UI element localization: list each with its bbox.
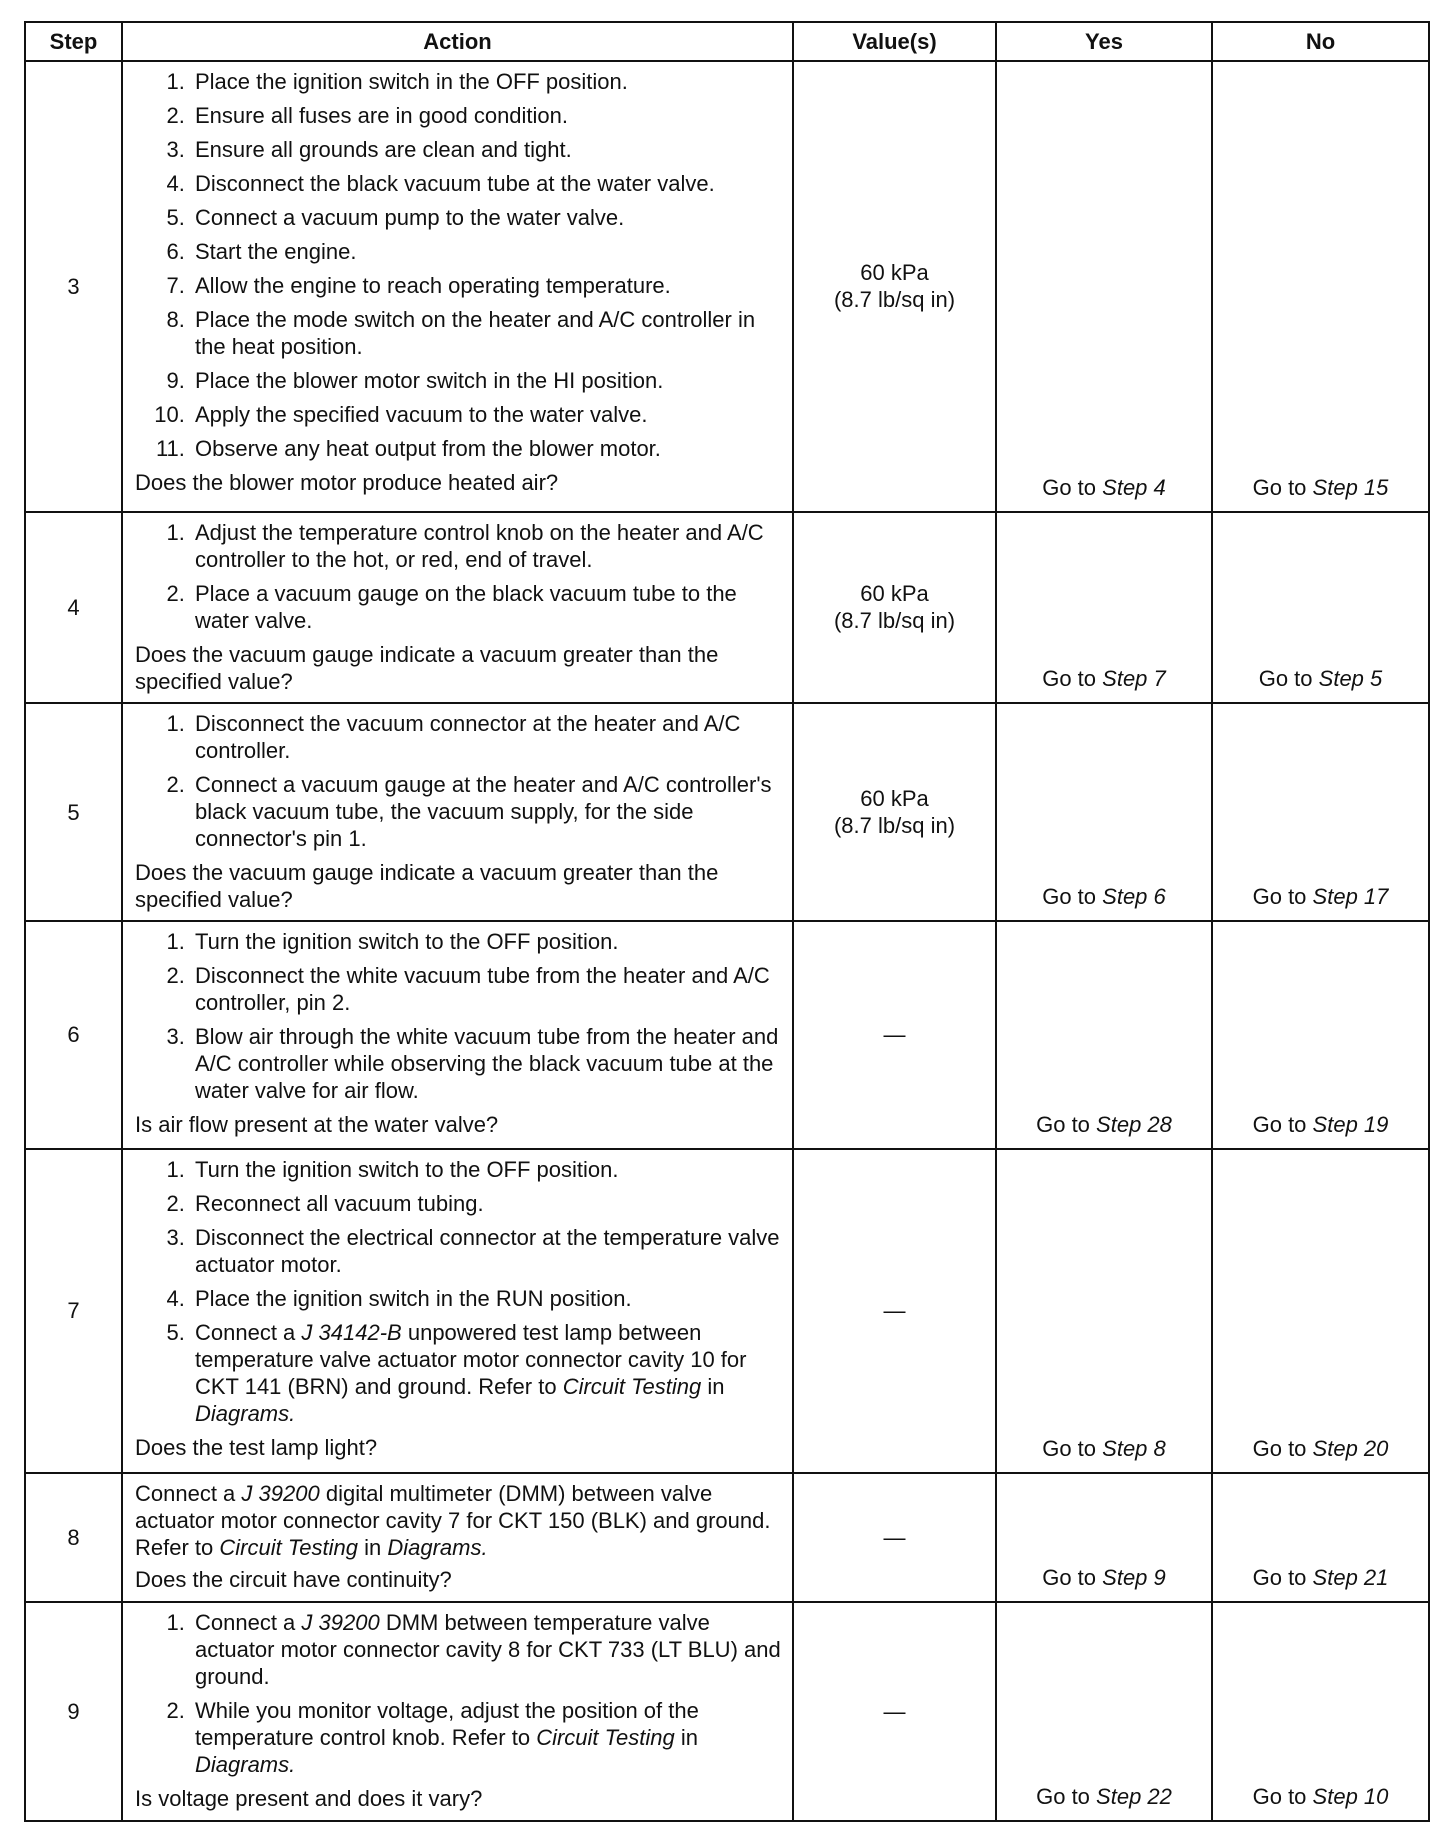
table-row bbox=[25, 1602, 1429, 1821]
list-item: 1. Turn the ignition switch to the OFF position. bbox=[191, 928, 782, 955]
step-link-7[interactable]: Step 7 bbox=[1102, 666, 1166, 692]
action-cell bbox=[122, 921, 793, 1149]
goto-text: Go to bbox=[1042, 666, 1097, 692]
no-cell bbox=[1212, 1602, 1429, 1821]
table-row bbox=[25, 512, 1429, 704]
action-list bbox=[135, 710, 782, 852]
value-cell bbox=[793, 703, 996, 921]
question: Does the vacuum gauge indicate a vacuum greater than the specified value? bbox=[135, 641, 719, 694]
header-action: Action bbox=[122, 22, 793, 61]
step-link-6[interactable]: Step 6 bbox=[1102, 883, 1166, 909]
list-item: 1. Disconnect the vacuum connector at the heater and A/C controller. bbox=[191, 710, 782, 764]
yes-cell bbox=[996, 1149, 1212, 1473]
list-item: 8. Place the mode switch on the heater and A/C controller in the heat position. bbox=[191, 306, 782, 360]
value-cell: — bbox=[793, 1602, 996, 1821]
step-number: 5 bbox=[25, 703, 122, 921]
action-cell bbox=[122, 703, 793, 921]
reference-link[interactable]: Circuit Testing bbox=[536, 1725, 675, 1751]
no-cell bbox=[1212, 512, 1429, 704]
action-list bbox=[135, 928, 782, 1104]
value-metric: 60 kPa bbox=[860, 581, 929, 607]
yes-cell bbox=[996, 921, 1212, 1149]
list-item: 7. Allow the engine to reach operating temperature. bbox=[191, 272, 782, 299]
reference-link[interactable]: Diagrams. bbox=[195, 1752, 296, 1778]
action-cell bbox=[122, 61, 793, 512]
list-item: 5. Connect a J 34142-B unpowered test lamp between temperature valve actuator motor connector cavity 10 for CKT 141 (BRN) and ground. Refer to Circuit Testing in Diagrams. bbox=[191, 1319, 782, 1427]
list-item: 3. Disconnect the electrical connector at the temperature valve actuator motor. bbox=[191, 1224, 782, 1278]
table-row bbox=[25, 1473, 1429, 1602]
value-cell bbox=[793, 61, 996, 512]
list-item: 1. Turn the ignition switch to the OFF position. bbox=[191, 1156, 782, 1183]
list-item: 2. Ensure all fuses are in good condition. bbox=[191, 102, 782, 129]
goto-text: Go to bbox=[1258, 666, 1313, 692]
step-link-15[interactable]: Step 15 bbox=[1312, 474, 1389, 500]
list-item: 2. While you monitor voltage, adjust the position of the temperature control knob. Refer to Circuit Testing in Diagrams. bbox=[191, 1697, 782, 1778]
tool-number: J 39200 bbox=[241, 1480, 320, 1506]
table-row bbox=[25, 921, 1429, 1149]
goto-text: Go to bbox=[1252, 474, 1307, 500]
step-link-19[interactable]: Step 19 bbox=[1312, 1111, 1389, 1137]
step-number: 9 bbox=[25, 1602, 122, 1821]
list-item: 6. Start the engine. bbox=[191, 238, 782, 265]
reference-link[interactable]: Diagrams. bbox=[195, 1400, 296, 1426]
list-item: 3. Ensure all grounds are clean and tight. bbox=[191, 136, 782, 163]
goto-text: Go to bbox=[1252, 1565, 1307, 1591]
value-cell: — bbox=[793, 1473, 996, 1602]
header-step: Step bbox=[25, 22, 122, 61]
action-cell bbox=[122, 512, 793, 704]
step-number: 3 bbox=[25, 61, 122, 512]
list-item: 1. Place the ignition switch in the OFF position. bbox=[191, 68, 782, 95]
yes-cell bbox=[996, 1602, 1212, 1821]
step-link-9[interactable]: Step 9 bbox=[1102, 1565, 1166, 1591]
list-item: 11. Observe any heat output from the blower motor. bbox=[191, 435, 782, 462]
question: Is voltage present and does it vary? bbox=[135, 1786, 483, 1812]
goto-text: Go to bbox=[1252, 883, 1307, 909]
reference-link[interactable]: Circuit Testing bbox=[562, 1373, 702, 1399]
table-row bbox=[25, 1149, 1429, 1473]
value-imperial: (8.7 lb/sq in) bbox=[833, 608, 956, 634]
question: Does the vacuum gauge indicate a vacuum greater than the specified value? bbox=[135, 860, 719, 913]
no-cell bbox=[1212, 921, 1429, 1149]
tool-number: J 34142-B bbox=[301, 1319, 402, 1345]
goto-text: Go to bbox=[1042, 1565, 1097, 1591]
yes-cell bbox=[996, 61, 1212, 512]
yes-cell bbox=[996, 1473, 1212, 1602]
header-row bbox=[25, 22, 1429, 61]
step-link-4[interactable]: Step 4 bbox=[1102, 474, 1166, 500]
question: Does the blower motor produce heated air? bbox=[135, 470, 559, 495]
action-cell bbox=[122, 1602, 793, 1821]
question: Is air flow present at the water valve? bbox=[135, 1111, 499, 1137]
step-number: 4 bbox=[25, 512, 122, 704]
value-cell: — bbox=[793, 921, 996, 1149]
header-yes: Yes bbox=[996, 22, 1212, 61]
list-item: 1. Connect a J 39200 DMM between temperature valve actuator motor connector cavity 8 for CKT 733 (LT BLU) and ground. bbox=[191, 1609, 782, 1690]
no-cell bbox=[1212, 61, 1429, 512]
table-row bbox=[25, 703, 1429, 921]
list-item: 1. Adjust the temperature control knob on the heater and A/C controller to the hot, or red, end of travel. bbox=[191, 519, 782, 573]
goto-text: Go to bbox=[1036, 1784, 1090, 1809]
reference-link[interactable]: Diagrams. bbox=[387, 1534, 488, 1560]
list-item: 4. Place the ignition switch in the RUN position. bbox=[191, 1285, 782, 1312]
header-no: No bbox=[1212, 22, 1429, 61]
value-metric: 60 kPa bbox=[860, 260, 929, 286]
value-cell: — bbox=[793, 1149, 996, 1473]
yes-cell bbox=[996, 703, 1212, 921]
step-number: 8 bbox=[25, 1473, 122, 1602]
value-imperial: (8.7 lb/sq in) bbox=[833, 813, 956, 839]
header-values: Value(s) bbox=[793, 22, 996, 61]
tool-number: J 39200 bbox=[301, 1610, 380, 1636]
step-link-17[interactable]: Step 17 bbox=[1312, 883, 1389, 909]
action-cell bbox=[122, 1473, 793, 1602]
list-item: 9. Place the blower motor switch in the HI position. bbox=[191, 367, 782, 394]
action-text: Connect a J 39200 digital multimeter (DMM) between valve actuator motor connector cavity 7 for CKT 150 (BLK) and ground. Refer to Circuit Testing in Diagrams. bbox=[135, 1480, 771, 1560]
step-link-20[interactable]: Step 20 bbox=[1312, 1435, 1389, 1461]
yes-cell bbox=[996, 512, 1212, 704]
goto-text: Go to bbox=[1036, 1111, 1090, 1137]
goto-text: Go to bbox=[1042, 474, 1097, 500]
list-item: 2. Disconnect the white vacuum tube from the heater and A/C controller, pin 2. bbox=[191, 962, 782, 1016]
goto-text: Go to bbox=[1042, 1435, 1097, 1461]
step-link-10[interactable]: Step 10 bbox=[1312, 1784, 1389, 1809]
list-item: 2. Place a vacuum gauge on the black vacuum tube to the water valve. bbox=[191, 580, 782, 634]
goto-text: Go to bbox=[1252, 1111, 1307, 1137]
list-item: 2. Connect a vacuum gauge at the heater and A/C controller's black vacuum tube, the vacuum supply, for the side connector's pin 1. bbox=[191, 771, 782, 852]
step-link-8[interactable]: Step 8 bbox=[1102, 1435, 1166, 1461]
goto-text: Go to bbox=[1252, 1784, 1307, 1809]
action-list bbox=[135, 519, 782, 634]
step-link-28[interactable]: Step 28 bbox=[1096, 1111, 1172, 1137]
reference-link[interactable]: Circuit Testing bbox=[219, 1534, 358, 1560]
step-link-21[interactable]: Step 21 bbox=[1312, 1565, 1389, 1591]
action-list bbox=[135, 68, 782, 462]
list-item: 4. Disconnect the black vacuum tube at the water valve. bbox=[191, 170, 782, 197]
value-imperial: (8.7 lb/sq in) bbox=[833, 287, 956, 313]
step-link-5[interactable]: Step 5 bbox=[1318, 666, 1383, 692]
step-number: 6 bbox=[25, 921, 122, 1149]
action-list bbox=[135, 1609, 782, 1778]
step-link-22[interactable]: Step 22 bbox=[1096, 1784, 1172, 1809]
no-cell bbox=[1212, 1473, 1429, 1602]
diagnostic-table bbox=[24, 21, 1430, 1822]
list-item: 5. Connect a vacuum pump to the water valve. bbox=[191, 204, 782, 231]
action-list bbox=[135, 1156, 782, 1427]
value-metric: 60 kPa bbox=[860, 786, 929, 812]
question: Does the test lamp light? bbox=[135, 1434, 378, 1460]
list-item: 3. Blow air through the white vacuum tube from the heater and A/C controller while observing the black vacuum tube at the water valve for air flow. bbox=[191, 1023, 782, 1104]
action-cell bbox=[122, 1149, 793, 1473]
step-number: 7 bbox=[25, 1149, 122, 1473]
list-item: 2. Reconnect all vacuum tubing. bbox=[191, 1190, 782, 1217]
value-cell bbox=[793, 512, 996, 704]
table-row bbox=[25, 61, 1429, 512]
no-cell bbox=[1212, 1149, 1429, 1473]
goto-text: Go to bbox=[1042, 883, 1097, 909]
list-item: 10. Apply the specified vacuum to the water valve. bbox=[191, 401, 782, 428]
question: Does the circuit have continuity? bbox=[135, 1566, 452, 1592]
goto-text: Go to bbox=[1252, 1435, 1307, 1461]
no-cell bbox=[1212, 703, 1429, 921]
